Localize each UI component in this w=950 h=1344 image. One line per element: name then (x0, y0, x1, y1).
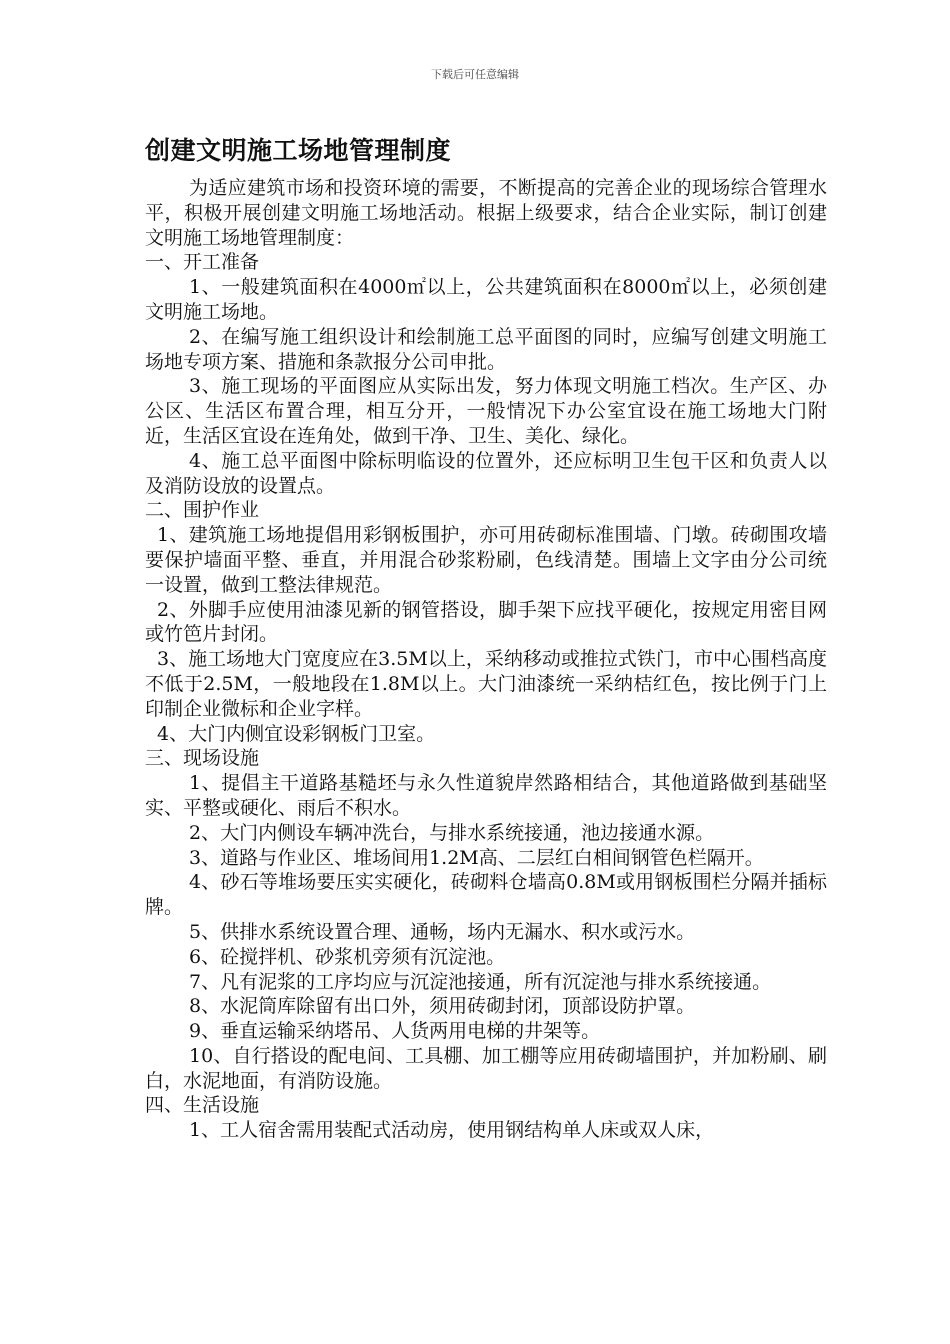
header-note: 下载后可任意编辑 (431, 68, 519, 81)
list-item: 4、砂石等堆场要压实实硬化，砖砌料仓墙高0.8M或用钢板围栏分隔并插标牌。 (145, 871, 827, 919)
list-item: 9、垂直运输采纳塔吊、人货两用电梯的井架等。 (189, 1020, 601, 1043)
list-item: 1、工人宿舍需用装配式活动房，使用钢结构单人床或双人床， (189, 1119, 715, 1142)
section-heading: 四、生活设施 (145, 1094, 260, 1117)
section-heading: 二、围护作业 (145, 499, 260, 522)
list-item: 3、施工场地大门宽度应在3.5M以上，采纳移动或推拉式铁门，市中心围档高度不低于2.5M，一般地段在1.8M以上。大门油漆统一采纳桔红色，按比例于门上印制企业微标和企业字样。 (145, 648, 827, 720)
section-heading: 一、开工准备 (145, 251, 260, 274)
section-heading: 三、现场设施 (145, 747, 260, 770)
list-item: 5、供排水系统设置合理、通畅，场内无漏水、积水或污水。 (189, 920, 696, 943)
list-item: 2、外脚手应使用油漆见新的钢管搭设，脚手架下应找平硬化，按规定用密目网或竹笆片封闭。 (145, 598, 827, 646)
list-item: 2、大门内侧设车辆冲洗台，与排水系统接通，池边接通水源。 (189, 821, 715, 844)
list-item: 8、水泥筒库除留有出口外，须用砖砌封闭，顶部设防护罩。 (189, 995, 696, 1018)
list-item: 1、提倡主干道路基糙坯与永久性道貌岸然路相结合，其他道路做到基础坚实、平整或硬化、雨后不积水。 (145, 772, 827, 819)
list-item: 1、一般建筑面积在4000㎡以上，公共建筑面积在8000㎡以上，必须创建文明施工场地。 (145, 276, 827, 323)
intro-paragraph: 为适应建筑市场和投资环境的需要，不断提高的完善企业的现场综合管理水平，积极开展创建文明施工场地活动。根据上级要求，结合企业实际，制订创建文明施工场地管理制度： (145, 177, 827, 249)
list-item: 7、凡有泥浆的工序均应与沉淀池接通，所有沉淀池与排水系统接通。 (189, 970, 772, 993)
list-item: 2、在编写施工组织设计和绘制施工总平面图的同时，应编写创建文明施工场地专项方案、措施和条款报分公司申批。 (145, 325, 827, 373)
document-title: 创建文明施工场地管理制度 (145, 136, 452, 165)
list-item: 3、道路与作业区、堆场间用1.2M高、二层红白相间钢管色栏隔开。 (189, 846, 764, 869)
list-item: 4、施工总平面图中除标明临设的位置外，还应标明卫生包干区和负责人以及消防设放的设置点。 (145, 449, 827, 497)
document-body (145, 132, 827, 1143)
list-item: 1、建筑施工场地提倡用彩钢板围护，亦可用砖砌标准围墙、门墩。砖砌围攻墙要保护墙面平整、垂直，并用混合砂浆粉刷，色线清楚。围墙上文字由分公司统一设置，做到工整法律规范。 (145, 524, 827, 596)
list-item: 10、自行搭设的配电间、工具棚、加工棚等应用砖砌墙围护，并加粉刷、刷白，水泥地面，有消防设施。 (145, 1044, 827, 1092)
list-item: 4、大门内侧宜设彩钢板门卫室。 (157, 722, 436, 745)
list-item: 6、砼搅拌机、砂浆机旁须有沉淀池。 (189, 945, 506, 968)
list-item: 3、施工现场的平面图应从实际出发，努力体现文明施工档次。生产区、办公区、生活区布置合理，相互分开，一般情况下办公室宜设在施工场地大门附近，生活区宜设在连角处，做到干净、卫生、美化、绿化。 (145, 375, 827, 447)
